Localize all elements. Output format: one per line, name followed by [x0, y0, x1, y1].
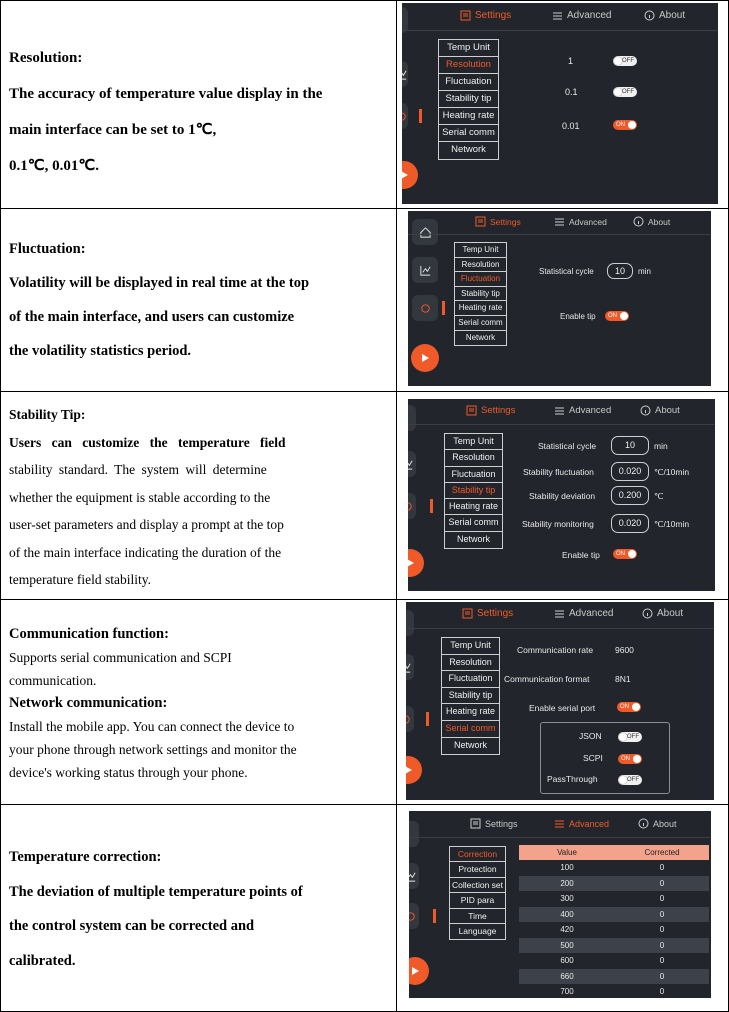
- param-label: Stability monitoring: [522, 519, 594, 529]
- advanced-menu: [449, 846, 506, 940]
- protocol-label: SCPI: [583, 753, 603, 763]
- cycle-unit: min: [638, 267, 651, 276]
- active-indicator: [442, 301, 445, 315]
- desc-line: Resolution:: [9, 50, 83, 66]
- table-row[interactable]: [519, 891, 709, 907]
- communication-format-value[interactable]: 8N1: [615, 674, 631, 684]
- sliders-icon: [554, 608, 565, 619]
- menu-language[interactable]: Language: [458, 925, 497, 936]
- tab-bar: [406, 602, 714, 629]
- info-icon: [644, 10, 655, 21]
- param-input[interactable]: 0.200: [611, 486, 649, 505]
- cell-corrected: 0: [615, 969, 709, 985]
- menu-resolution[interactable]: Resolution: [455, 258, 506, 273]
- protocol-toggle[interactable]: ON: [618, 754, 642, 764]
- cell-value: 660: [519, 969, 615, 985]
- tab-label: About: [657, 608, 684, 619]
- chart-icon: [402, 68, 408, 81]
- tab-label: About: [653, 818, 677, 829]
- resolution-value: 1: [568, 56, 574, 66]
- settings-button[interactable]: [406, 706, 414, 732]
- enable-tip-label: Enable tip: [562, 550, 600, 560]
- gear-icon: [406, 713, 412, 726]
- menu-pid-para[interactable]: PID para: [450, 893, 505, 908]
- resolution-toggle[interactable]: OFF: [613, 87, 637, 97]
- table-row[interactable]: [519, 953, 709, 969]
- gear-icon: [409, 910, 417, 923]
- tab-advanced[interactable]: [554, 608, 613, 619]
- tab-label: About: [659, 10, 686, 21]
- cell-corrected: 0: [659, 925, 665, 935]
- sliders-icon: [552, 10, 563, 21]
- menu-fluctuation[interactable]: Fluctuation: [442, 671, 499, 688]
- desc-line: your phone through network settings and monitor the: [9, 742, 297, 757]
- menu-network[interactable]: Network: [465, 332, 496, 342]
- cell-value: 600: [560, 956, 574, 966]
- cell-corrected: 0: [659, 987, 665, 997]
- cell-value: 420: [560, 925, 574, 935]
- protocol-label: PassThrough: [547, 774, 598, 784]
- menu-resolution[interactable]: Resolution: [445, 450, 502, 466]
- screen-fluctuation: [408, 211, 711, 386]
- param-unit: ℃: [654, 491, 664, 501]
- tab-label: Advanced: [569, 216, 607, 227]
- menu-network[interactable]: Network: [453, 739, 487, 750]
- desc-line: Supports serial communication and SCPI: [9, 650, 232, 665]
- desc-line: the control system can be corrected and: [9, 918, 255, 934]
- desc-line: Install the mobile app. You can connect the device to: [9, 719, 295, 734]
- menu-serial-comm[interactable]: Serial comm: [455, 316, 506, 331]
- tab-settings[interactable]: [475, 216, 521, 227]
- enable-tip-label: Enable tip: [560, 312, 596, 321]
- chart-icon: [419, 264, 432, 277]
- serial-port-toggle[interactable]: ON: [617, 702, 641, 712]
- info-icon: [640, 405, 651, 416]
- desc-line: main interface can be set to 1℃,: [9, 122, 217, 138]
- screen-stability: [408, 399, 715, 591]
- enable-tip-toggle[interactable]: ON: [605, 311, 629, 321]
- resolution-toggle[interactable]: ON: [613, 120, 637, 130]
- menu-network[interactable]: Network: [456, 533, 490, 544]
- menu-heating-rate[interactable]: Heating rate: [442, 704, 499, 721]
- tab-advanced[interactable]: [554, 216, 607, 227]
- settings-menu: [444, 433, 503, 549]
- info-icon: [642, 608, 653, 619]
- sliders-icon: [554, 216, 565, 227]
- active-indicator: [430, 499, 433, 513]
- cell-value: 400: [519, 907, 615, 923]
- start-button[interactable]: [402, 161, 418, 189]
- param-unit: ℃/10min: [654, 467, 690, 477]
- sliders-icon: [554, 818, 565, 829]
- chart-button[interactable]: [412, 257, 438, 283]
- tab-about[interactable]: [640, 405, 680, 416]
- communication-rate-value[interactable]: 9600: [615, 645, 634, 655]
- protocol-label: JSON: [579, 731, 602, 741]
- table-row[interactable]: [519, 938, 709, 954]
- desc-line: temperature field stability.: [9, 572, 151, 587]
- chart-button[interactable]: [406, 654, 414, 680]
- menu-stability-tip[interactable]: Stability tip: [445, 483, 502, 499]
- cell-value: 300: [560, 894, 574, 904]
- resolution-toggle[interactable]: OFF: [613, 56, 637, 66]
- menu-resolution[interactable]: Resolution: [442, 655, 499, 672]
- desc-line: calibrated.: [9, 952, 76, 969]
- settings-button[interactable]: [412, 295, 438, 321]
- menu-stability-tip[interactable]: Stability tip: [442, 688, 499, 705]
- tab-label: Advanced: [567, 10, 612, 21]
- start-button[interactable]: [406, 756, 422, 784]
- desc-line: Fluctuation:: [9, 241, 86, 257]
- tab-label: Settings: [485, 818, 518, 829]
- settings-button[interactable]: [402, 103, 408, 129]
- tab-bar: [402, 3, 718, 31]
- cell-corrected: 0: [615, 907, 709, 923]
- tab-label: Advanced: [569, 818, 610, 829]
- gear-icon: [402, 110, 408, 123]
- enable-tip-toggle[interactable]: ON: [613, 549, 637, 559]
- tab-label: About: [655, 405, 680, 416]
- column-header-corrected: Corrected: [615, 845, 709, 860]
- menu-heating-rate[interactable]: Heating rate: [445, 499, 502, 515]
- param-input[interactable]: 10: [611, 436, 649, 455]
- menu-temp-unit[interactable]: Temp Unit: [445, 434, 502, 450]
- menu-protection[interactable]: Protection: [450, 862, 505, 877]
- cell-value: 200: [519, 876, 615, 892]
- menu-serial-comm[interactable]: Serial comm: [442, 721, 499, 738]
- tab-label: Settings: [490, 216, 521, 227]
- desc-line: 0.1℃, 0.01℃.: [9, 158, 99, 174]
- play-icon: [419, 352, 431, 364]
- desc-line: user-set parameters and display a prompt at the top: [9, 517, 284, 532]
- screen-communication: [406, 602, 714, 800]
- settings-button[interactable]: [408, 493, 416, 519]
- cell-corrected: 0: [659, 956, 665, 966]
- correction-table: [519, 845, 709, 998]
- desc-line: communication.: [9, 673, 97, 688]
- tab-label: Settings: [475, 10, 512, 21]
- sliders-icon: [554, 405, 565, 416]
- tab-label: Advanced: [569, 405, 612, 416]
- info-icon: [638, 818, 649, 829]
- active-indicator: [419, 109, 422, 123]
- param-unit: ℃/10min: [654, 519, 690, 529]
- cell-corrected: 0: [659, 863, 665, 873]
- start-button[interactable]: [411, 344, 439, 372]
- menu-network[interactable]: Network: [451, 144, 486, 155]
- settings-menu: [438, 39, 499, 160]
- tab-advanced[interactable]: [554, 818, 609, 829]
- tab-about[interactable]: [633, 216, 670, 227]
- desc-line: whether the equipment is stable according to the: [9, 489, 271, 505]
- stability-description: [9, 401, 387, 594]
- desc-title: Network communication:: [9, 695, 168, 711]
- menu-fluctuation[interactable]: Fluctuation: [439, 74, 498, 91]
- resolution-description: [9, 40, 387, 184]
- protocol-group: [540, 722, 670, 794]
- tab-about[interactable]: [644, 10, 685, 21]
- desc-line: the volatility statistics period.: [9, 343, 192, 359]
- protocol-toggle[interactable]: OFF: [618, 732, 642, 742]
- tab-label: Advanced: [569, 608, 614, 619]
- column-header-value: Value: [519, 845, 615, 860]
- menu-stability-tip[interactable]: Stability tip: [439, 91, 498, 108]
- communication-rate-label: Communication rate: [517, 645, 594, 655]
- tab-bar: [408, 211, 711, 235]
- settings-tab-icon: [462, 608, 473, 619]
- settings-menu: [441, 637, 500, 755]
- protocol-toggle[interactable]: OFF: [618, 775, 642, 785]
- fluctuation-description: [9, 232, 387, 368]
- desc-line: device's working status through your phone.: [9, 765, 248, 780]
- chart-icon: [406, 661, 412, 674]
- tab-bar: [409, 811, 711, 838]
- chart-icon: [409, 870, 417, 883]
- param-input[interactable]: 0.020: [611, 462, 649, 481]
- start-button[interactable]: [408, 549, 424, 577]
- menu-stability-tip[interactable]: Stability tip: [455, 287, 506, 302]
- serial-port-label: Enable serial port: [529, 703, 596, 713]
- gear-icon: [419, 302, 432, 315]
- communication-format-label: Communication format: [504, 674, 590, 684]
- desc-line: Volatility will be displayed in real time at the top: [9, 275, 310, 291]
- play-icon: [408, 557, 416, 569]
- table-row[interactable]: [519, 860, 709, 876]
- settings-tab-icon: [470, 818, 481, 829]
- table-row[interactable]: [519, 984, 709, 998]
- cell-corrected: 0: [615, 876, 709, 892]
- tab-settings[interactable]: [470, 818, 518, 829]
- param-label: Stability fluctuation: [523, 467, 594, 477]
- table-row[interactable]: [519, 922, 709, 938]
- start-button[interactable]: [409, 957, 429, 985]
- cell-value: 700: [560, 987, 574, 997]
- chart-button[interactable]: [402, 61, 408, 87]
- resolution-value: 0.01: [562, 121, 580, 131]
- screen-resolution: [402, 3, 718, 204]
- play-icon: [402, 169, 410, 181]
- cell-corrected: 0: [615, 938, 709, 954]
- desc-line: Temperature correction:: [9, 849, 162, 865]
- settings-tab-icon: [466, 405, 477, 416]
- resolution-value: 0.1: [565, 87, 578, 97]
- desc-line: stability standard. The system will determine: [9, 462, 267, 477]
- menu-heating-rate[interactable]: Heating rate: [439, 108, 498, 125]
- tab-label: Settings: [481, 405, 516, 416]
- desc-title: Stability Tip:: [9, 407, 86, 422]
- correction-description: [9, 840, 387, 978]
- menu-time[interactable]: Time: [450, 909, 505, 924]
- cell-corrected: 0: [659, 894, 665, 904]
- settings-tab-icon: [475, 216, 486, 227]
- menu-serial-comm[interactable]: Serial comm: [439, 125, 498, 142]
- desc-line: of the main interface, and users can customize: [9, 309, 295, 325]
- table-header-row: [519, 845, 709, 860]
- chart-button[interactable]: [408, 451, 416, 477]
- tab-advanced[interactable]: [552, 10, 611, 21]
- communication-description: [9, 623, 387, 784]
- menu-fluctuation[interactable]: Fluctuation: [445, 467, 502, 483]
- tab-bar: [408, 399, 715, 425]
- param-label: Statistical cycle: [538, 441, 597, 451]
- desc-line: The deviation of multiple temperature points of: [9, 883, 303, 900]
- tab-advanced[interactable]: [554, 405, 611, 416]
- param-label: Stability deviation: [529, 491, 596, 501]
- tab-settings[interactable]: [462, 608, 513, 619]
- statistical-cycle-label: Statistical cycle: [539, 267, 594, 276]
- gear-icon: [408, 500, 414, 513]
- menu-collection-set[interactable]: Collection set: [450, 878, 505, 893]
- menu-heating-rate[interactable]: Heating rate: [455, 301, 506, 316]
- menu-serial-comm[interactable]: Serial comm: [445, 515, 502, 531]
- table-row[interactable]: [519, 969, 709, 985]
- tab-label: About: [648, 216, 671, 227]
- chart-button[interactable]: [409, 863, 419, 889]
- menu-temp-unit[interactable]: Temp Unit: [439, 40, 498, 57]
- desc-title: Communication function:: [9, 626, 169, 642]
- menu-resolution[interactable]: Resolution: [439, 57, 498, 74]
- tab-about[interactable]: [638, 818, 677, 829]
- menu-correction[interactable]: Correction: [450, 847, 505, 862]
- play-icon: [409, 965, 421, 977]
- chart-icon: [408, 458, 414, 471]
- menu-fluctuation[interactable]: Fluctuation: [455, 272, 506, 287]
- tab-settings[interactable]: [466, 405, 515, 416]
- screen-correction: [409, 811, 711, 998]
- param-unit: min: [654, 441, 668, 451]
- settings-tab-icon: [460, 10, 471, 21]
- param-input[interactable]: 0.020: [611, 514, 649, 533]
- statistical-cycle-input[interactable]: 10: [607, 263, 633, 279]
- desc-line: of the main interface indicating the duration of the: [9, 544, 282, 560]
- settings-menu: [454, 242, 507, 346]
- tab-settings[interactable]: [460, 10, 511, 21]
- tab-about[interactable]: [642, 608, 683, 619]
- settings-button[interactable]: [409, 903, 419, 929]
- cell-value: 100: [560, 863, 574, 873]
- active-indicator: [426, 712, 429, 726]
- info-icon: [633, 216, 644, 227]
- menu-temp-unit[interactable]: Temp Unit: [442, 638, 499, 655]
- table-row[interactable]: [519, 876, 709, 892]
- menu-temp-unit[interactable]: Temp Unit: [455, 243, 506, 258]
- active-indicator: [433, 909, 436, 923]
- desc-line: Users can customize the temperature field: [9, 434, 286, 450]
- play-icon: [406, 764, 414, 776]
- desc-line: The accuracy of temperature value display in the: [9, 86, 323, 102]
- tab-label: Settings: [477, 608, 514, 619]
- cell-value: 500: [519, 938, 615, 954]
- table-row[interactable]: [519, 907, 709, 923]
